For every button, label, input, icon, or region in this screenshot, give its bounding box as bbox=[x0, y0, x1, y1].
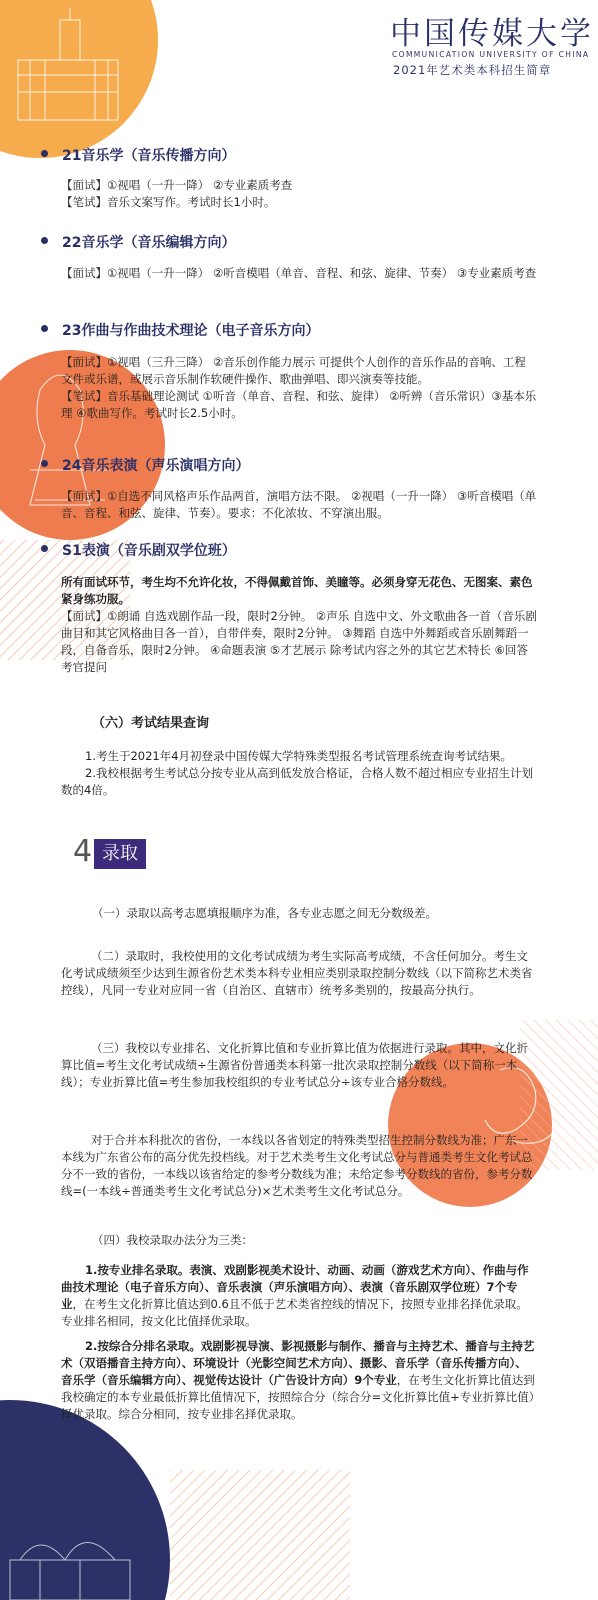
section-title-21: 21音乐学（音乐传播方向） bbox=[62, 145, 235, 165]
section-body-24: 【面试】①自选不同风格声乐作品两首，演唱方法不限。 ②视唱（一升一降） ③听音模唱（单音、音程、和弦、旋律、节奏）。要求：不化浓妆、不穿演出服。 bbox=[61, 489, 537, 520]
admission-p4: 对于合并本科批次的省份，一本线以各省划定的特殊类型招生控制分数线为准；广东一本线为广东省公布的高分优先投档线。对于艺术类考生文化考试总分与普通类考生文化考试总分不一致的省份，一本线以该省给定的参考分数线为准；未给定参考分数线的省份，参考分数线=(一本线÷普通类考生文化考试总分)×艺术类考生文化考试总分。 bbox=[61, 1133, 533, 1198]
section-body-23: 【面试】①视唱（三升三降） ②音乐创作能力展示 可提供个人创作的音乐作品的音响、工程文件或乐谱，或展示音乐制作软硬件操作、歌曲弹唱、即兴演奏等技能。 【笔试】音乐基础理论测试 ①听音（单音、音程、和弦、旋律） ②听辨（音乐常识）③基本乐理 ④歌曲写作。考试时长2.5小时。 bbox=[61, 355, 537, 420]
bullet-icon bbox=[41, 325, 48, 332]
section-title-24: 24音乐表演（声乐演唱方向） bbox=[62, 455, 249, 475]
section-title-23: 23作曲与作曲技术理论（电子音乐方向） bbox=[62, 320, 319, 340]
admission-p2: （二）录取时，我校使用的文化考试成绩为考生实际高考成绩，不含任何加分。考生文化考试成绩须至少达到生源省份艺术类本科专业相应类别录取控制分数线（以下简称艺术类省控线），凡同一专业对应同一省（自治区、直辖市）统考多类别的，按最高分执行。 bbox=[61, 949, 533, 997]
bullet-icon bbox=[41, 545, 48, 552]
bullet-icon bbox=[41, 150, 48, 157]
section-body-22: 【面试】①视唱（一升一降） ②听音模唱（单音、音程、和弦、旋律、节奏） ③专业素质考查 bbox=[61, 266, 537, 280]
section-body-s1: 所有面试环节，考生均不允许化妆，不得佩戴首饰、美瞳等。必须身穿无花色、无图案、素色紧身练功服。 【面试】①朗诵 自选戏剧作品一段，限时2分钟。 ②声乐 自选中文、外文歌曲各一首（音乐剧曲目和其它风格曲目各一首），自带伴奏，限时2分钟。 ③舞蹈 自选中外舞蹈或音乐剧舞蹈一段，自备音乐，限时2分钟。 ④命题表演 ⑤才艺展示 除考试内容之外的其它艺术特长 ⑥回答考官提问 bbox=[61, 575, 537, 674]
university-logo-english: COMMUNICATION UNIVERSITY OF CHINA bbox=[392, 50, 590, 59]
university-logo-text: 中国传媒大学 bbox=[390, 16, 594, 52]
section-title-22: 22音乐学（音乐编辑方向） bbox=[62, 232, 235, 252]
chapter-number: 4 bbox=[73, 834, 93, 869]
brochure-subtitle: 2021年艺术类本科招生简章 bbox=[393, 63, 552, 77]
results-body: 1.考生于2021年4月初登录中国传媒大学特殊类型报名考试管理系统查询考试结果。 2.我校根据考生考试总分按专业从高到低发放合格证，合格人数不超过相应专业招生计划数的4倍。 bbox=[61, 749, 533, 797]
admission-p7: 2.按综合分排名录取。戏剧影视导演、影视摄影与制作、播音与主持艺术、播音与主持艺术（双语播音主持方向）、环境设计（光影空间艺术方向）、摄影、音乐学（音乐传播方向）、音乐学（音乐编辑方向）、视觉传达设计（广告设计方向）9个专业，在考生文化折算比值达到我校确定的本专业最低折算比值情况下，按照综合分（综合分=文化折算比值+专业折算比值）择优录取。综合分相同，按专业排名择优录取。 bbox=[61, 1339, 535, 1421]
admission-p7-bold: 2.按综合分排名录取。戏剧影视导演、影视摄影与制作、播音与主持艺术、播音与主持艺术（双语播音主持方向）、环境设计（光影空间艺术方向）、摄影、音乐学（音乐传播方向）、音乐学（音乐编辑方向）、视觉传达设计（广告设计方向）9个专业 bbox=[61, 1339, 535, 1387]
admission-p1: （一）录取以高考志愿填报顺序为准，各专业志愿之间无分数级差。 bbox=[92, 906, 437, 920]
bullet-icon bbox=[41, 237, 48, 244]
section-title-s1: S1表演（音乐剧双学位班） bbox=[62, 540, 236, 560]
admission-p5: （四）我校录取办法分为三类： bbox=[92, 1233, 253, 1247]
admission-p6: 1.按专业排名录取。表演、戏剧影视美术设计、动画、动画（游戏艺术方向）、作曲与作曲技术理论（电子音乐方向）、音乐表演（声乐演唱方向）、表演（音乐剧双学位班）7个专业，在考生文化折算比值达到0.6且不低于艺术类省控线的情况下，按照专业排名择优录取。专业排名相同，按文化比值择优录取。 bbox=[61, 1263, 529, 1328]
results-heading: （六）考试结果查询 bbox=[92, 716, 210, 731]
bullet-icon bbox=[41, 460, 48, 467]
admission-p3: （三）我校以专业排名、文化折算比值和专业折算比值为依据进行录取。其中，文化折算比值=考生文化考试成绩÷生源省份普通类本科第一批次录取控制分数线（以下简称一本线）；专业折算比值=考生参加我校组织的专业考试总分÷该专业合格分数线。 bbox=[61, 1041, 528, 1089]
section-body-21: 【面试】①视唱（一升一降） ②专业素质考查 【笔试】音乐文案写作。考试时长1小时。 bbox=[61, 178, 293, 209]
admission-p6-bold: 1.按专业排名录取。表演、戏剧影视美术设计、动画、动画（游戏艺术方向）、作曲与作曲技术理论（电子音乐方向）、音乐表演（声乐演唱方向）、表演（音乐剧双学位班）7个专业 bbox=[61, 1263, 529, 1311]
chapter-title-badge: 录取 bbox=[94, 839, 146, 869]
